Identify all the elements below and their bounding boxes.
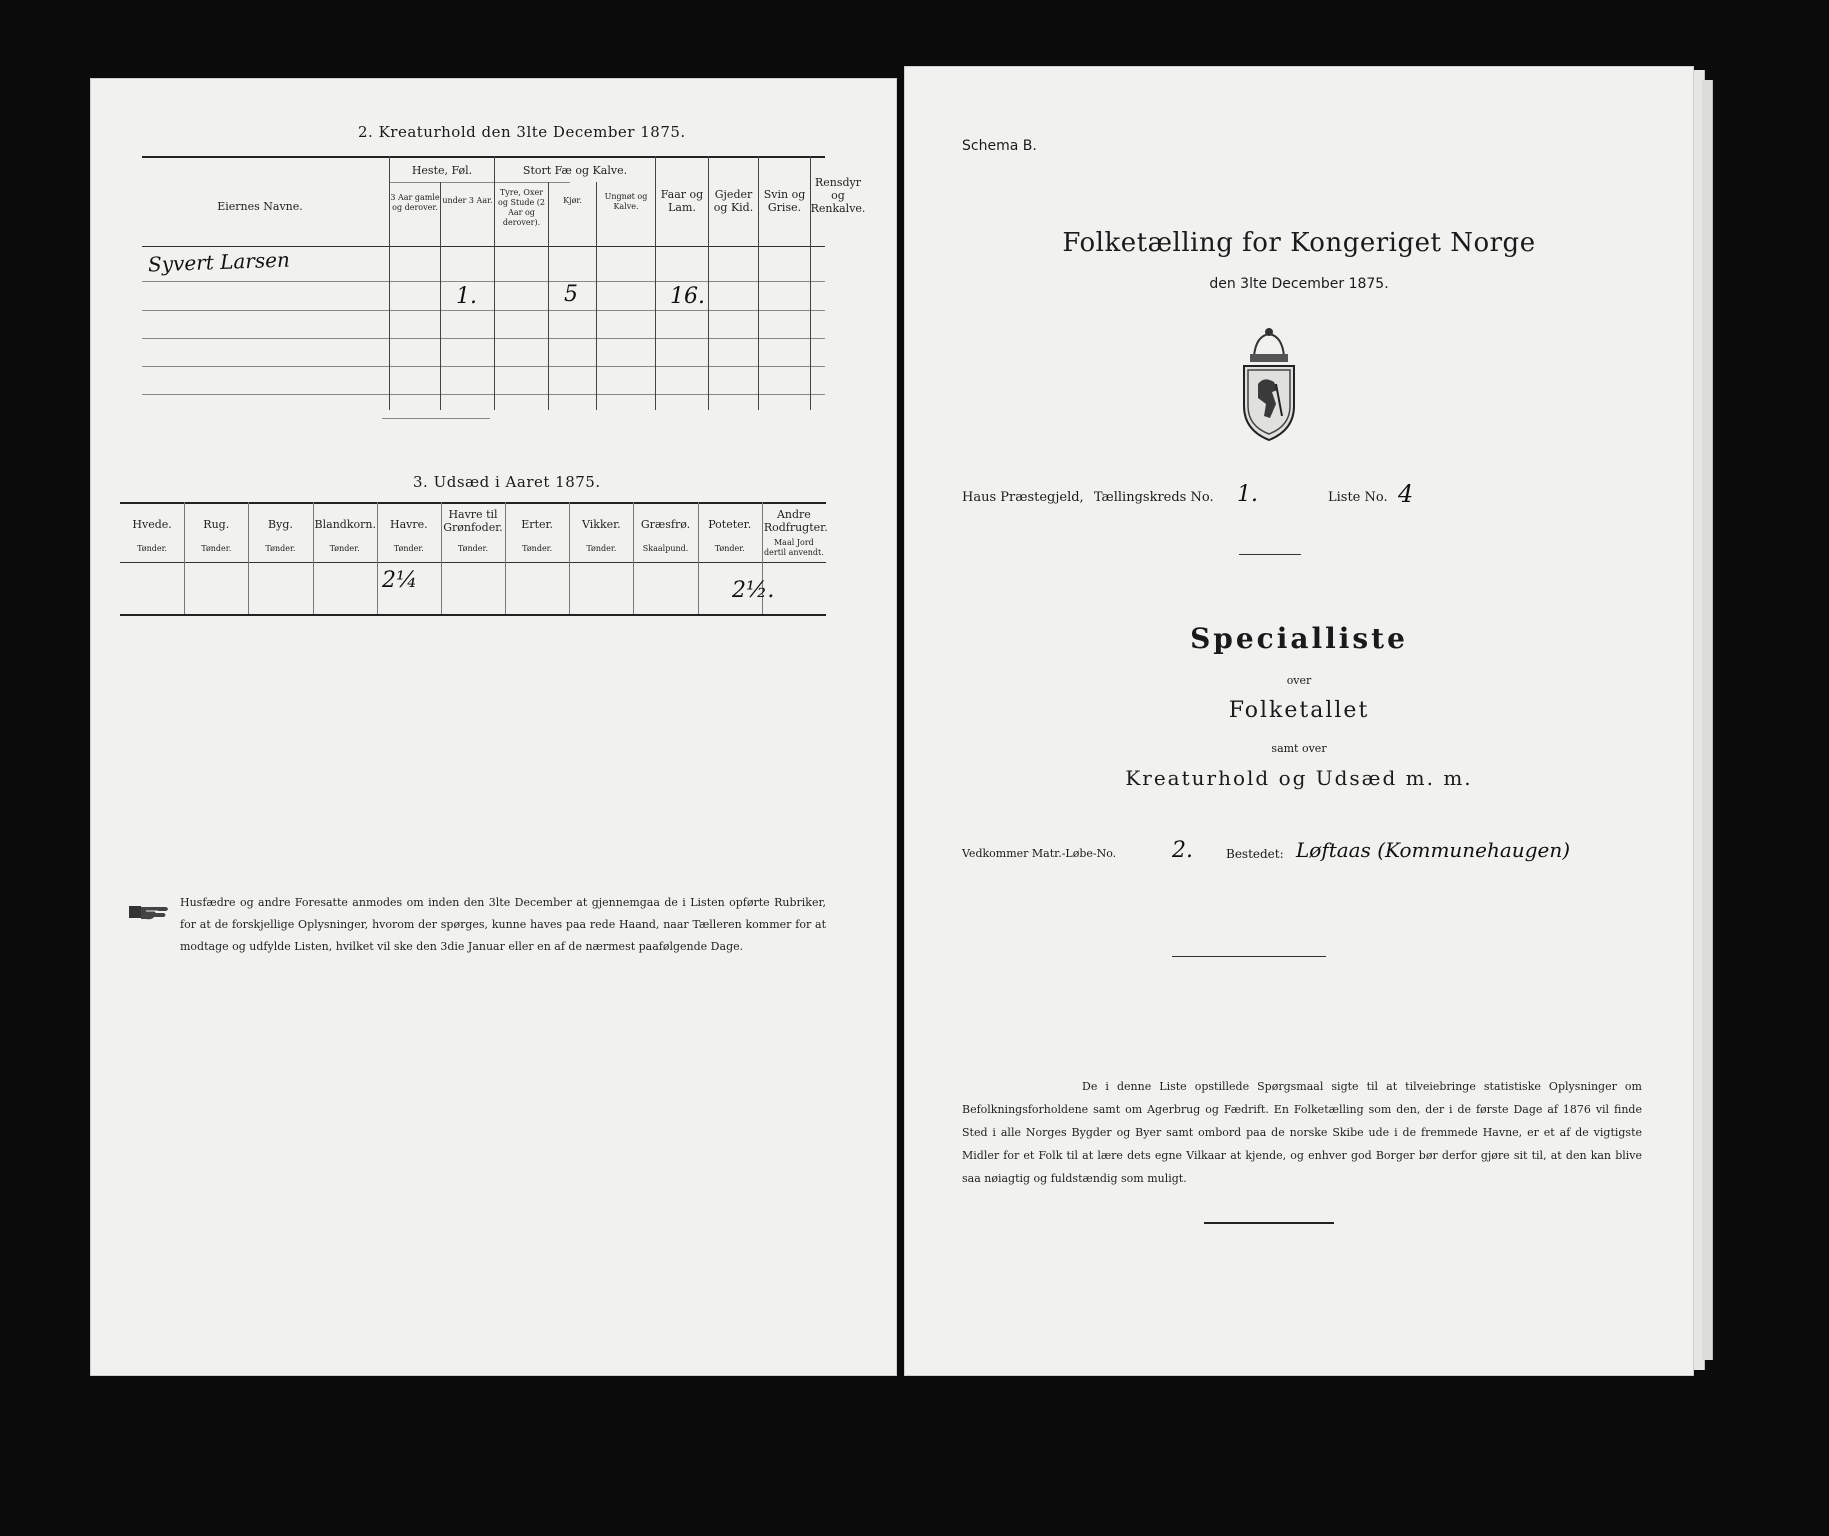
col-sheep: Faar og Lam. (660, 188, 704, 214)
horses-under3-value: 1. (456, 284, 477, 309)
sowing-col-unit: Tønder. (457, 544, 488, 553)
page-edge (1702, 80, 1713, 1360)
sowing-col-name: Blandkorn. (314, 518, 376, 531)
table-column-rule (248, 502, 249, 614)
over-label: over (1286, 674, 1312, 687)
table-column-rule (596, 182, 597, 410)
separator (1172, 956, 1326, 957)
cows-value: 5 (564, 282, 578, 307)
table-rule (142, 246, 825, 247)
table-rule (142, 338, 825, 339)
table-column-rule (569, 502, 570, 614)
table-rule (142, 281, 825, 282)
district-label: Tællingskreds No. (1093, 490, 1214, 505)
table-column-rule (377, 502, 378, 614)
table-column-rule (633, 502, 634, 614)
col-horses: Heste, Føl. (411, 164, 473, 177)
sowing-col-name: Poteter. (708, 518, 752, 531)
sowing-col-unit: Tønder. (586, 544, 617, 553)
table-column-rule (505, 502, 506, 614)
matr-label: Vedkommer Matr.-Løbe-No. (962, 847, 1117, 860)
col-horses-3plus: 3 Aar gamle og derover. (390, 193, 440, 212)
sowing-col-unit: Tønder. (393, 544, 424, 553)
separator (1204, 1222, 1334, 1224)
parish-line (962, 490, 1214, 505)
table-rule (142, 366, 825, 367)
col-pigs: Svin og Grise. (763, 188, 806, 214)
parish-label: Haus Præstegjeld, (962, 490, 1084, 505)
sowing-col-name: Andre Rodfrugter. (763, 508, 828, 534)
folketallet-label: Folketallet (1228, 698, 1370, 723)
sowing-col-name: Byg. (268, 518, 293, 531)
separator (1239, 554, 1301, 555)
table-column-rule (184, 502, 185, 614)
sowing-col-name: Havre til Grønfoder. (443, 508, 503, 534)
table-column-rule (441, 502, 442, 614)
pointing-hand-icon (128, 901, 172, 923)
sowing-col-name: Vikker. (582, 518, 621, 531)
sowing-col-name: Havre. (389, 518, 428, 531)
livestock-title: 2. Kreaturhold den 3lte December 1875. (358, 123, 686, 141)
bested-value: Løftaas (Kommunehaugen) (1296, 838, 1571, 862)
sowing-col-unit: Tønder. (714, 544, 745, 553)
table-rule (120, 562, 826, 563)
table-column-rule (698, 502, 699, 614)
bested-label: Bestedet: (1226, 847, 1284, 861)
table-rule (120, 614, 826, 616)
sowing-col-name: Rug. (203, 518, 230, 531)
schema-label: Schema B. (962, 138, 1037, 154)
table-column-rule (313, 502, 314, 614)
havre-value: 2¼ (382, 568, 418, 593)
sowing-col-unit: Maal Jord dertil anvendt. (764, 538, 824, 557)
left-page (90, 78, 897, 1376)
col-goats: Gjeder og Kid. (713, 188, 754, 214)
table-rule (142, 310, 825, 311)
col-horses-under3: under 3 Aar. (442, 196, 493, 205)
col-cows: Kjør. (563, 196, 582, 205)
poteter-value: 2½. (732, 578, 775, 603)
col-cattle: Stort Fæ og Kalve. (522, 164, 628, 177)
sowing-col-unit: Tønder. (329, 544, 360, 553)
sowing-col-name: Erter. (521, 518, 554, 531)
kreatur-label: Kreaturhold og Udsæd m. m. (1125, 766, 1473, 790)
col-owner: Eiernes Navne. (217, 200, 303, 213)
sowing-col-unit: Tønder. (201, 544, 232, 553)
matr-value: 2. (1172, 838, 1193, 863)
table-column-rule (440, 182, 441, 410)
sowing-col-unit: Tønder. (137, 544, 168, 553)
sowing-col-unit: Skaalpund. (642, 544, 689, 553)
table-rule (142, 156, 825, 158)
sowing-col-unit: Tønder. (522, 544, 553, 553)
list-value: 4 (1398, 480, 1414, 508)
sowing-col-name: Hvede. (132, 518, 172, 531)
sheep-value: 16. (670, 284, 705, 309)
main-title: Folketælling for Kongeriget Norge (1062, 228, 1536, 258)
coat-of-arms-icon (1234, 326, 1304, 444)
district-value: 1. (1237, 482, 1258, 507)
list-label: Liste No. (1328, 490, 1388, 505)
sowing-col-name: Græsfrø. (640, 518, 691, 531)
samt-label: samt over (1271, 742, 1327, 755)
sowing-title: 3. Udsæd i Aaret 1875. (413, 473, 601, 491)
col-reindeer: Rensdyr og Renkalve. (810, 176, 866, 215)
table-rule (142, 394, 825, 395)
instruction-note: Husfædre og andre Foresatte anmodes om inden den 3lte December at gjennemgaa de i Listen opførte Rubriker, for at de forskjellige Oplysninger, hvorom der spørges, kunne haves paa rede Haand, naar Tælleren kommer for at modtage og udfylde Listen, hvilket vil ske den 3die Januar eller en af de nærmest paafølgende Dage. (180, 896, 826, 953)
right-page (904, 66, 1694, 1376)
col-bulls: Tyre, Oxer og Stude (2 Aar og derover). (498, 188, 545, 227)
special-title: Specialliste (1190, 622, 1408, 655)
table-column-rule (548, 182, 549, 410)
table-rule (120, 502, 826, 504)
main-date: den 3lte December 1875. (1209, 276, 1389, 292)
info-paragraph: De i denne Liste opstillede Spørgsmaal sigte til at tilveiebringe statistiske Oplysninger om Befolkningsforholdene samt om Agerbrug og Fædrift. En Folketælling som den, der i de første Dage af 1876 vil finde Sted i alle Norges Bygder og Byer samt ombord paa de norske Skibe ude i de fremmede Havne, er et af de vigtigste Midler for et Folk til at lære dets egne Vilkaar at kjende, og enhver god Borger bør derfor gjøre sit til, at den kan blive saa nøiagtig og fuldstændig som muligt. (962, 1080, 1642, 1185)
separator (382, 418, 490, 419)
col-young-cattle: Ungnøt og Kalve. (604, 192, 648, 211)
table-rule (390, 182, 570, 183)
owner-name: Syvert Larsen (147, 247, 291, 277)
sowing-col-unit: Tønder. (265, 544, 296, 553)
